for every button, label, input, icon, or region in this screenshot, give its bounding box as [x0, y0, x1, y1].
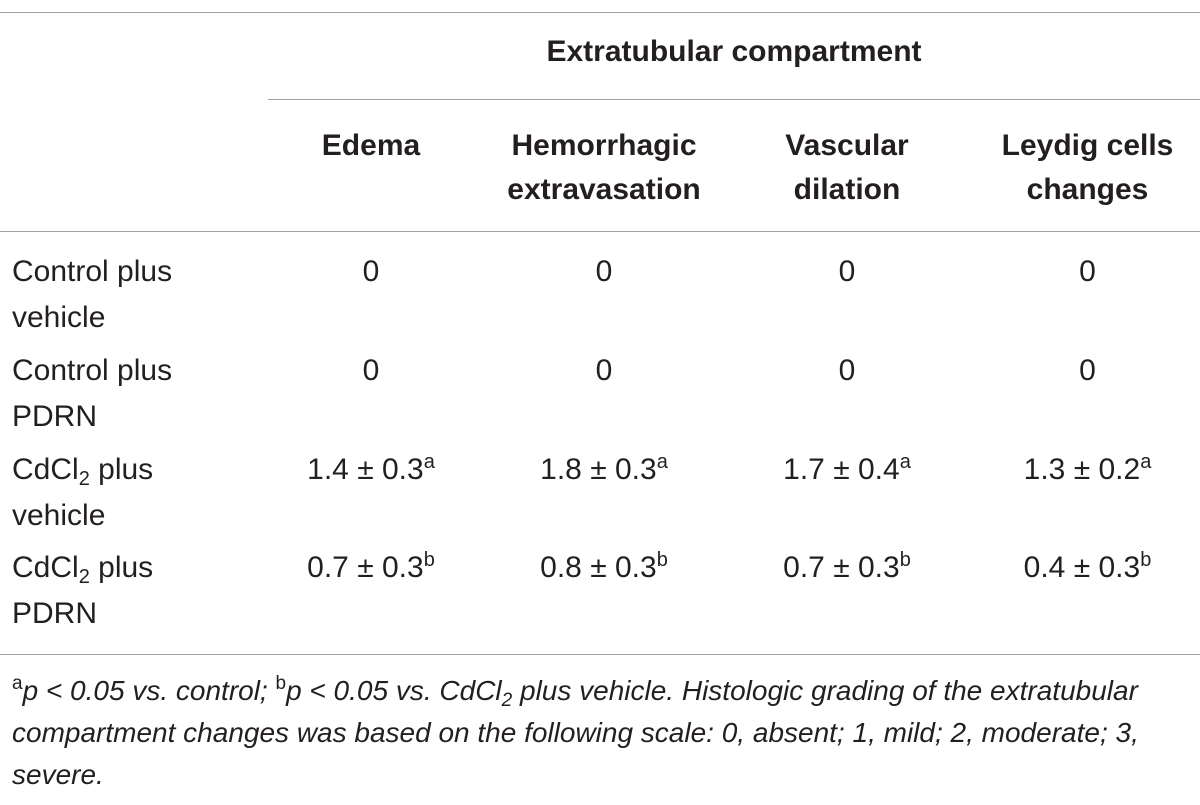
table-cell: 0 — [1079, 354, 1096, 387]
table-cell: 1.3 ± 0.2$^a$ — [1023, 451, 1152, 486]
table-bottom-rule — [0, 654, 1200, 655]
table-cell: 1.4 ± 0.3$^a$ — [307, 451, 435, 486]
column-header-leydig-cells-changes: Leydig cells changes — [1001, 129, 1174, 206]
table-cell: 0.4 ± 0.3$^b$ — [1023, 549, 1152, 584]
table-cell: 0 — [595, 255, 613, 288]
group-header: Extratubular compartment — [546, 35, 922, 68]
table-cell: 1.8 ± 0.3$^a$ — [540, 451, 668, 486]
column-header-hemorrhagic-extravasation: Hemorrhagic extravasation — [507, 129, 701, 206]
header-bottom-rule — [0, 231, 1200, 232]
group-header-underline — [268, 99, 1200, 100]
column-header-vascular-dilation: Vascular dilation — [785, 129, 909, 206]
row-label-control-plus-pdrn: Control plus PDRN — [12, 354, 173, 433]
top-rule — [0, 12, 1200, 13]
table-cell: 0 — [595, 354, 613, 387]
table-cell: 0 — [838, 354, 856, 387]
row-label-cdcl2-plus-pdrn: CdCl$_2$ plus PDRN — [12, 551, 154, 630]
table-cell: 0.7 ± 0.3$^b$ — [307, 549, 435, 584]
table-cell: 1.7 ± 0.4$^a$ — [783, 451, 911, 486]
table-cell: 0.7 ± 0.3$^b$ — [783, 549, 911, 584]
table-cell: 0 — [1079, 255, 1096, 288]
column-header-edema: Edema — [321, 129, 421, 162]
table-cell: 0 — [362, 255, 380, 288]
table-cell: 0.8 ± 0.3$^b$ — [540, 549, 668, 584]
row-label-cdcl2-plus-vehicle: CdCl$_2$ plus vehicle — [12, 453, 154, 532]
table-footnote: $^a$p < 0.05 vs. control; $^b$p < 0.05 vs. CdCl$_2$ plus vehicle. Histologic grading of the extratubular compartment changes was based on the following scale: 0, absent; 1, mild; 2, moderate; 3, severe. — [12, 673, 1139, 790]
table-cell: 0 — [838, 255, 856, 288]
row-label-control-plus-vehicle: Control plus vehicle — [12, 255, 173, 334]
table-cell: 0 — [362, 354, 380, 387]
